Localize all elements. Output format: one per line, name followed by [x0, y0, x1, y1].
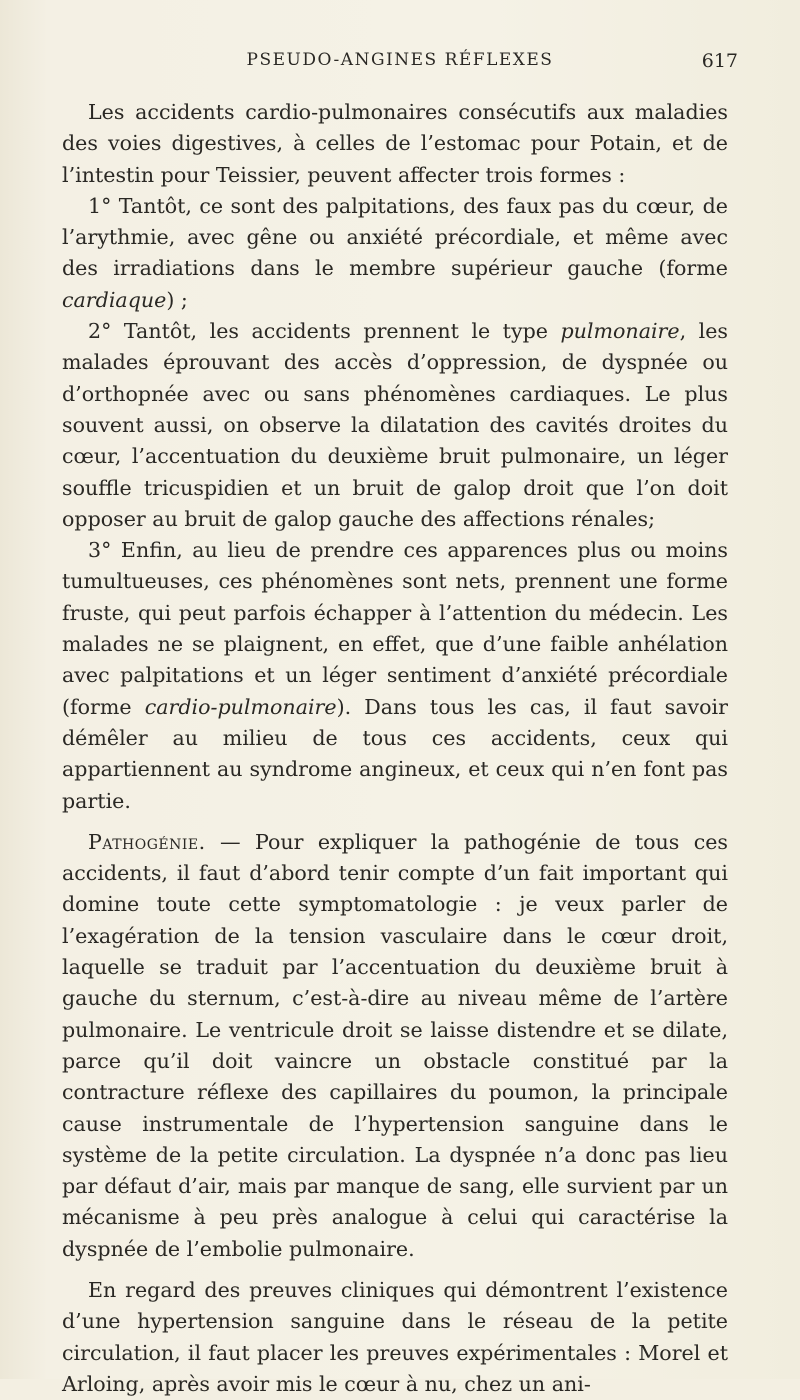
- final-paragraph: En regard des preuves cliniques qui démontrent l’existence d’une hypertension sanguine dans le réseau de la petite circulation, il faut placer les preuves expérimentales : Morel et Arloing, après avoir mis le cœur à nu, chez un ani-: [62, 1277, 728, 1396]
- intro-paragraph: Les accidents cardio-pulmonaires consécutifs aux maladies des voies digestives, à celles de l’estomac pour Potain, et de l’intestin pour Teissier, peuvent affecter trois formes :: [62, 100, 728, 187]
- page-number: 617: [701, 50, 738, 72]
- form1-text: 1° Tantôt, ce sont des palpitations, des faux pas du cœur, de l’arythmie, avec gêne ou anxiété précordiale, et même avec des irradiations dans le membre supérieur gauche (forme: [62, 193, 728, 281]
- form2-term: pulmonaire: [560, 319, 680, 344]
- pathogenie-paragraph: [62, 827, 728, 1265]
- form3-text: 3° Enfin, au lieu de prendre ces apparences plus ou moins tumultueuses, ces phénomènes sont nets, prennent une forme fruste, qui peut parfois échapper à l’attention du médecin. Les malades ne se plaignent, en effet, que d’une faible anhélation avec palpitations et un léger sentiment d’anxiété précordiale (forme: [62, 538, 728, 719]
- form2-text: 2° Tantôt, les accidents prennent le type: [88, 319, 561, 344]
- running-title: PSEUDO-ANGINES RÉFLEXES: [246, 50, 554, 70]
- form-pulmonaire-paragraph: [62, 316, 728, 535]
- page-header: [0, 50, 800, 82]
- form-cardio-pulmonaire-paragraph: [62, 535, 728, 817]
- body-text: [62, 97, 728, 1400]
- form1-term: cardiaque: [62, 287, 167, 312]
- pathogenie-heading: Pathogénie.: [88, 829, 206, 854]
- form2-end: , les malades éprouvant des accès d’oppression, de dyspnée ou d’orthopnée avec ou sans phénomènes cardiaques. Le plus souvent aussi, on observe la dilatation des cavités droites du cœur, l’accentuation du deuxième bruit pulmonaire, un léger souffle tricuspidien et un bruit de galop droit que l’on doit opposer au bruit de galop gauche des affections rénales;: [62, 319, 728, 531]
- form1-end: ) ;: [166, 287, 188, 312]
- form-cardiaque-paragraph: [62, 191, 728, 316]
- form3-term: cardio-pulmonaire: [144, 694, 337, 719]
- form3-end: ). Dans tous les cas, il faut savoir démêler au milieu de tous ces accidents, ceux qui appartiennent au syndrome angineux, et ceux qui n’en font pas partie.: [62, 694, 728, 813]
- pathogenie-text: — Pour expliquer la pathogénie de tous ces accidents, il faut d’abord tenir compte d’un fait important qui domine toute cette symptomatologie : je veux parler de l’exagération de la tension vasculaire dans le cœur droit, laquelle se traduit par l’accentuation du deuxième bruit à gauche du sternum, c’est-à-dire au niveau même de l’artère pulmonaire. Le ventricule droit se laisse distendre et se dilate, parce qu’il doit vaincre un obstacle constitué par la contracture réflexe des capillaires du poumon, la principale cause instrumentale de l’hypertension sanguine dans le système de la petite circulation. La dyspnée n’a donc pas lieu par défaut d’air, mais par manque de sang, elle survient par un mécanisme à peu près analogue à celui qui caractérise la dyspnée de l’embolie pulmonaire.: [62, 829, 728, 1261]
